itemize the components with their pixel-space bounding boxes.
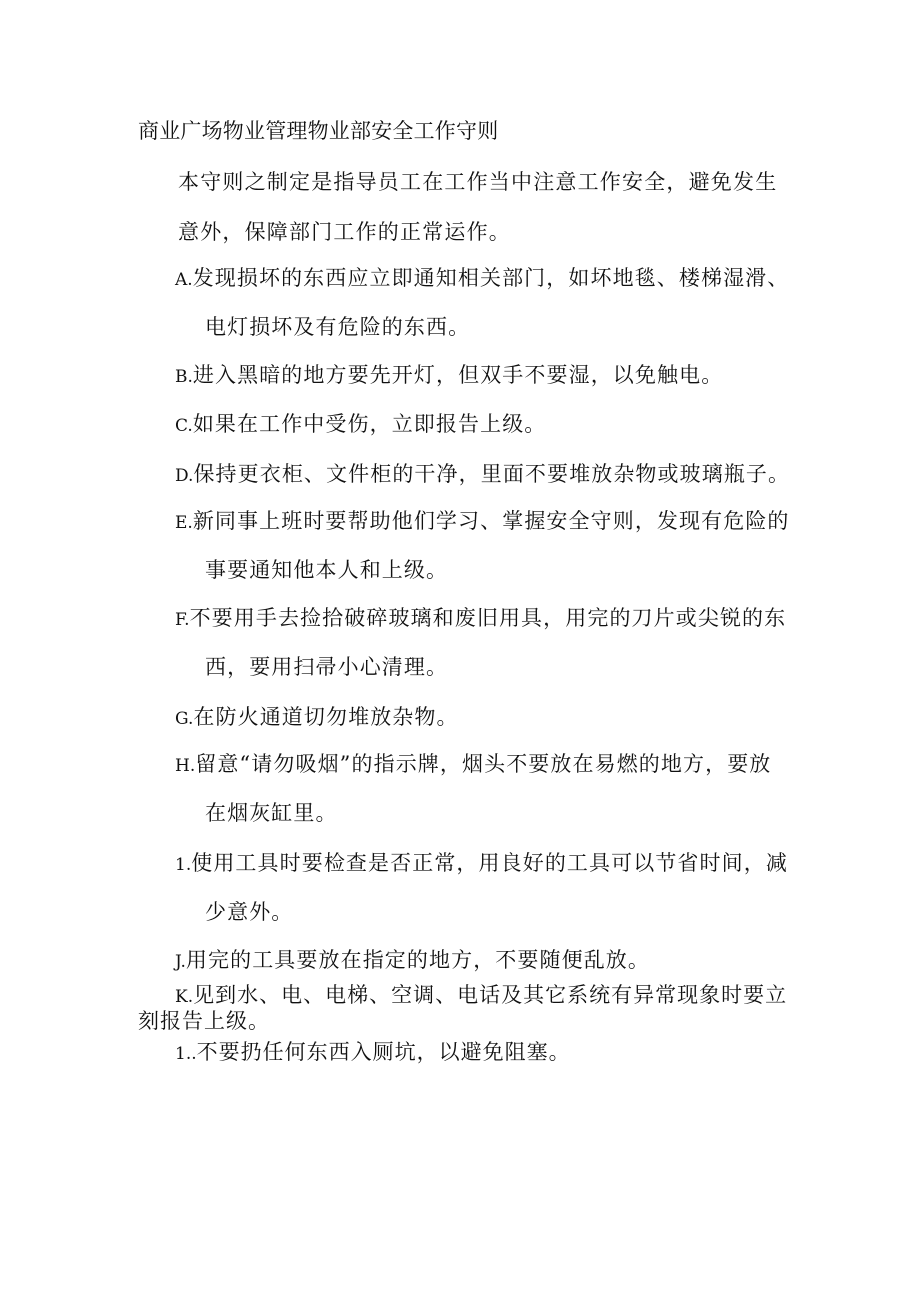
rule-text-1-line2: 少意外。 (205, 900, 294, 924)
intro-line-1: 本守则之制定是指导员工在工作当中注意工作安全，避免发生 (178, 170, 778, 194)
rule-text-a-line1: 发现损坏的东西应立即通知相关部门，如坏地毯、楼梯湿滑、 (192, 266, 790, 290)
rule-marker-h: H. (175, 756, 196, 776)
rule-marker-a: A. (175, 270, 193, 290)
rule-text-f-line1: 不要用手去捡拾破碎玻璃和废旧用具，用完的刀片或尖锐的东 (189, 606, 787, 630)
rule-item-e (175, 507, 790, 537)
document-title: 商业广场物业管理物业部安全工作守则 (138, 119, 499, 143)
rule-marker-e: E. (175, 513, 193, 533)
rule-item-j (175, 946, 650, 976)
rule-marker-k: K. (175, 987, 194, 1007)
rule-text-d-line1: 保持更衣柜、文件柜的干净，里面不要堆放杂物或玻璃瓶子。 (193, 462, 791, 486)
rule-item-h (175, 750, 771, 780)
rule-text-1-line1: 使用工具时要检查是否正常，用良好的工具可以节省时间，减 (191, 851, 788, 875)
intro-line-2: 意外，保障部门工作的正常运作。 (178, 220, 511, 244)
rule-text-g-line1: 在防火通道切勿堆放杂物。 (193, 705, 459, 729)
rule-marker-b: B. (175, 367, 193, 387)
rule-text-l-line1: 不要扔任何东西入厕坑，以避免阻塞。 (196, 1040, 571, 1064)
rule-item-d (175, 460, 790, 490)
rule-text-f-line2: 西，要用扫帚小心清理。 (205, 655, 449, 679)
rule-marker-f: F. (175, 610, 190, 630)
rule-marker-1: 1. (175, 855, 192, 875)
rule-text-k-line2: 刻报告上级。 (138, 1009, 270, 1033)
rule-marker-c: C. (175, 416, 193, 436)
rule-marker-l: 1.. (175, 1044, 197, 1064)
rule-item-l (175, 1040, 571, 1066)
rule-item-k (175, 983, 787, 1009)
rule-item-f (175, 604, 786, 634)
rule-text-e-line1: 新同事上班时要帮助他们学习、掌握安全守则，发现有危险的 (192, 509, 790, 533)
rule-text-a-line2: 电灯损坏及有危险的东西。 (205, 315, 471, 339)
rule-item-c (175, 410, 546, 440)
rule-text-c-line1: 如果在工作中受伤，立即报告上级。 (192, 412, 547, 436)
rule-item-b (175, 361, 723, 391)
rule-marker-g: G. (175, 709, 194, 729)
rule-text-e-line2: 事要通知他本人和上级。 (205, 558, 449, 582)
rule-item-a (175, 264, 789, 294)
rule-item-g (175, 703, 459, 733)
rule-marker-d: D. (175, 466, 194, 486)
rule-text-h-line1: 留意“请勿吸烟”的指示牌，烟头不要放在易燃的地方，要放 (195, 752, 772, 776)
rule-text-k-line1: 见到水、电、电梯、空调、电话及其它系统有异常现象时要立 (193, 983, 788, 1007)
rule-text-j-line1: 用完的工具要放在指定的地方，不要随便乱放。 (185, 948, 651, 972)
rule-text-b-line1: 进入黑暗的地方要先开灯，但双手不要湿，以免触电。 (192, 363, 724, 387)
rule-item-1 (175, 849, 788, 879)
rule-marker-j: J. (175, 952, 186, 972)
rule-text-h-line2: 在烟灰缸里。 (205, 801, 338, 825)
